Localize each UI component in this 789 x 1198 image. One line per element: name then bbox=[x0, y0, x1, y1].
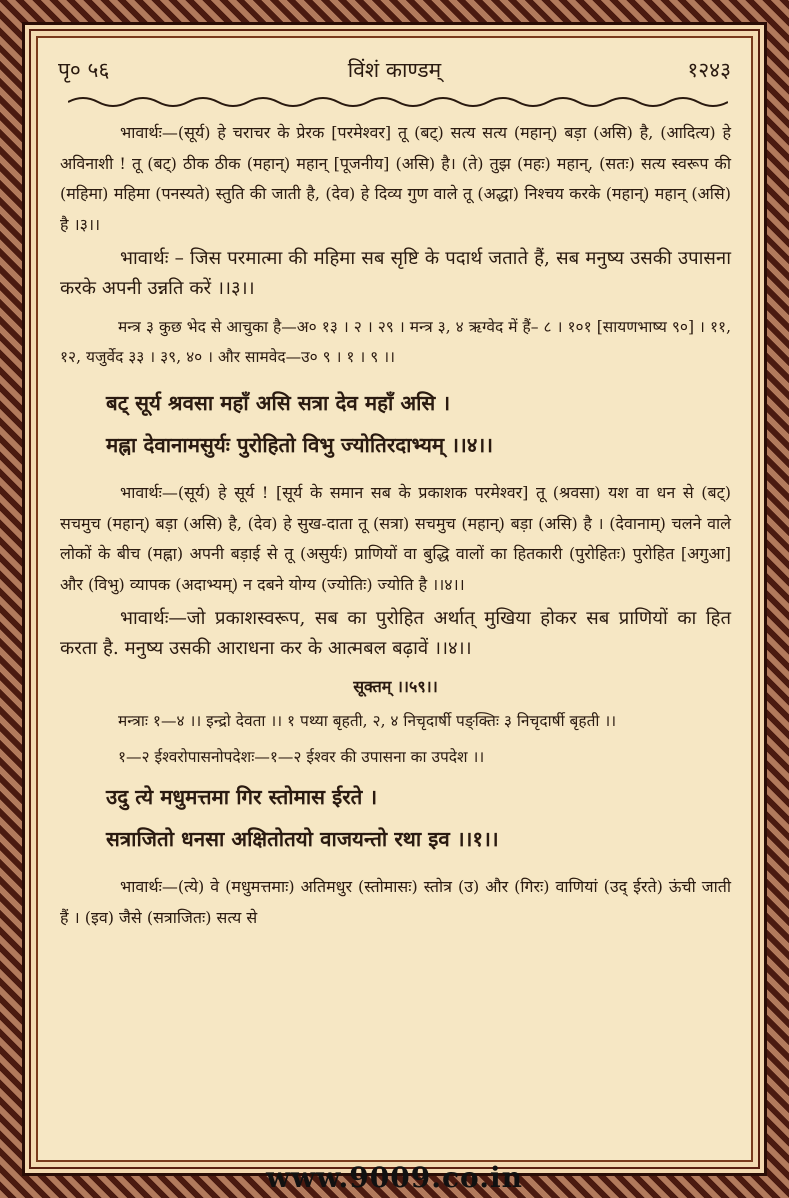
mantra-1-line-1: उदु त्ये मधुमत्तमा गिर स्तोमास ईरते । bbox=[106, 785, 378, 809]
page-content bbox=[60, 118, 731, 937]
book-page bbox=[36, 36, 753, 1162]
mantra-4-line-1: बट् सूर्य श्रवसा महाँ असि सत्रा देव महाँ असि । bbox=[106, 391, 451, 415]
page-number: १२४३ bbox=[687, 58, 731, 82]
page-section-number: पृ० ५६ bbox=[58, 58, 110, 82]
kanda-title: विंशं काण्डम् bbox=[347, 58, 442, 82]
page-header bbox=[58, 56, 731, 90]
translation-paragraph-1: भावार्थः—(त्ये) वे (मधुमत्तमाः) अतिमधुर (स्तोमासः) स्तोत्र (उ) और (गिरः) वाणियां (उद् ईरते) ऊंची जाती हैं । (इव) जैसे (सत्राजितः) सत्य से bbox=[60, 877, 731, 927]
sukta-metadata: मन्त्राः १—४ ।। इन्द्रो देवता ।। १ पथ्या बृहती, २, ४ निचृदार्षी पङ्क्तिः ३ निचृदार्षी बृहती ।। bbox=[118, 712, 617, 730]
mantra-4-line-2: मह्ना देवानामसुर्यः पुरोहितो विभु ज्योतिरदाभ्यम् ।।४।। bbox=[106, 433, 493, 457]
website-footer: www.9009.co.in bbox=[266, 1161, 523, 1194]
purport-paragraph-4: भावार्थः—जो प्रकाशस्वरूप, सब का पुरोहित अर्थात् मुखिया होकर सब प्राणियों का हित करता है. मनुष्य उसकी आराधना कर के आत्मबल बढ़ावें ।।४।। bbox=[60, 608, 731, 659]
translation-paragraph-4: भावार्थः—(सूर्य) हे सूर्य ! [सूर्य के समान सब के प्रकाशक परमेश्वर] तू (श्रवसा) यश वा धन से (बट्) सचमुच (महान्) बड़ा (असि) है, (देव) हे सुख-दाता तू (सत्रा) सचमुच (महान्) बड़ा (असि) है । (देवानाम्) चलने वाले लोकों के बीच (मह्ना) अपनी बड़ाई से तू (असुर्यः) प्राणियों वा बुद्धि वालों का हितकारी (पुरोहितः) पुरोहित [अगुआ] और (विभु) व्यापक (अदाभ्यम्) न दबने योग्य (ज्योतिः) ज्योति है ।।४।। bbox=[60, 483, 731, 594]
sukta-topic: १—२ ईश्वरोपासनोपदेशः—१—२ ईश्वर की उपासना का उपदेश ।। bbox=[118, 748, 485, 766]
reference-note: मन्त्र ३ कुछ भेद से आचुका है—अ० १३ । २ । २९ । मन्त्र ३, ४ ऋग्वेद में हैं– ८ । १०१ [सायणभाष्य ९०] । ११, १२, यजुर्वेद ३३ । ३९, ४० । और सामवेद—उ० ९ । १ । ९ ।। bbox=[60, 318, 731, 366]
ornamental-header-rule bbox=[68, 94, 728, 110]
translation-paragraph-3: भावार्थः—(सूर्य) हे चराचर के प्रेरक [परमेश्वर] तू (बट्) सत्य सत्य (महान्) बड़ा (असि) है, (आदित्य) हे अविनाशी ! तू (बट्) ठीक ठीक (महान्) महान् [पूजनीय] (असि) है। (ते) तुझ (महः) महान्, (सतः) सत्य स्वरूप की (महिमा) महिमा (पनस्यते) स्तुति की जाती है, (देव) हे दिव्य गुण वाले तू (अद्धा) निश्चय करके (महान्) महान् (असि) है ।३।। bbox=[60, 123, 731, 234]
sukta-heading: सूक्तम् ।।५९।। bbox=[353, 677, 438, 696]
purport-paragraph-3: भावार्थः – जिस परमात्मा की महिमा सब सृष्टि के पदार्थ जताते हैं, सब मनुष्य उसकी उपासना करके अपनी उन्नति करें ।।३।। bbox=[60, 248, 731, 299]
mantra-1-line-2: सत्राजितो धनसा अक्षितोतयो वाजयन्तो रथा इव ।।१।। bbox=[106, 827, 499, 851]
